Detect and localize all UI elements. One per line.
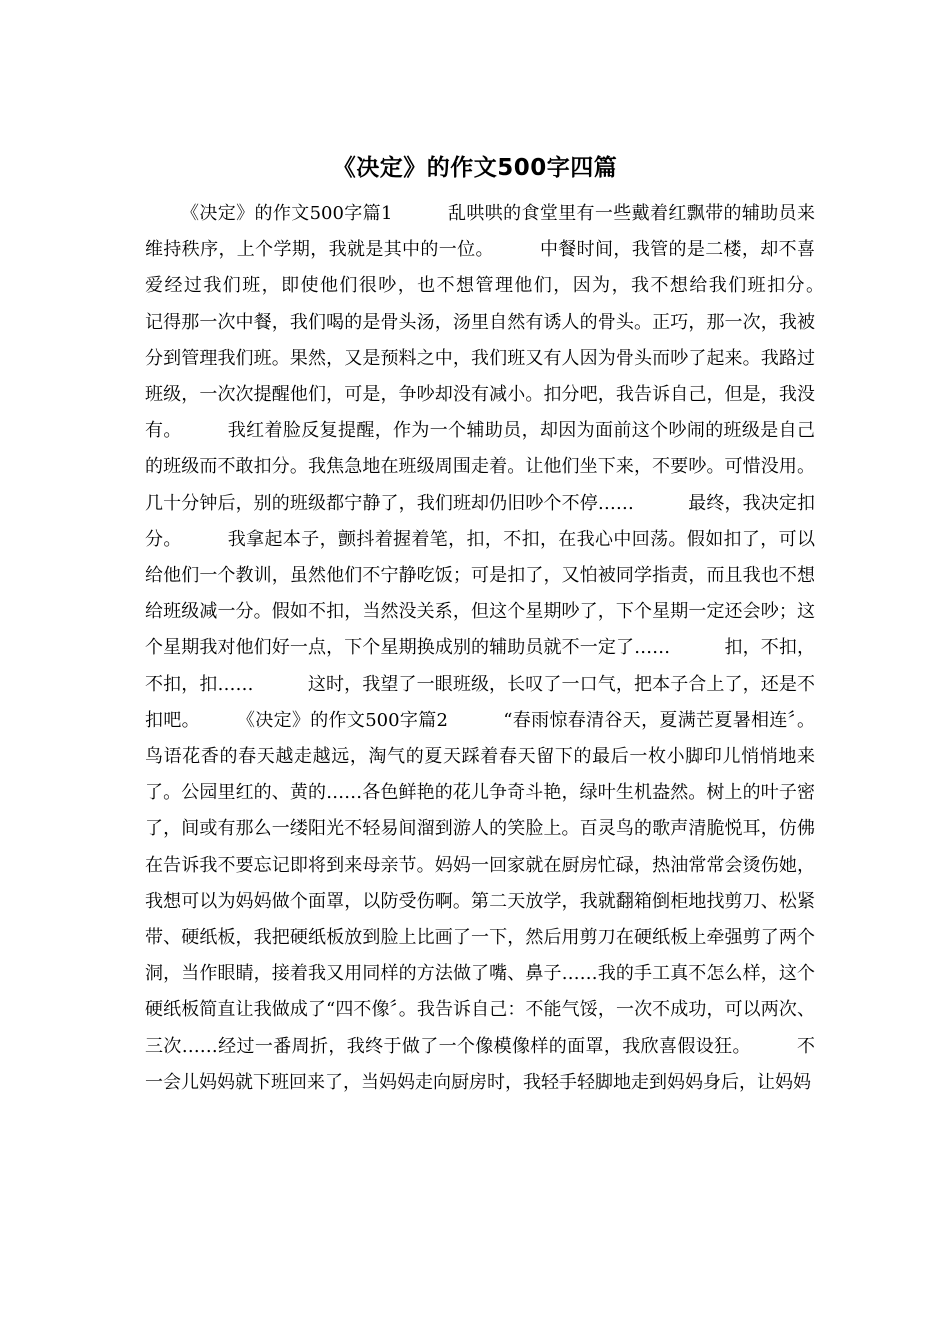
document-body: 《决定》的作文500字篇1 乱哄哄的食堂里有一些戴着红飘带的辅助员来维持秩序，上个学期，我就是其中的一位。 中餐时间，我管的是二楼，却不喜爱经过我们班，即使他们很吵，也不想管理他们，因为，我不想给我们班扣分。 记得那一次中餐，我们喝的是骨头汤，汤里自然有诱人的骨头。正巧，那一次，我被分到管理我们班。果然，又是预料之中，我们班又有人因为骨头而吵了起来。我路过班级，一次次提醒他们，可是，争吵却没有减小。扣分吧，我告诉自己，但是，我没有。 我红着脸反复提醒，作为一个辅助员，却因为面前这个吵闹的班级是自己的班级而不敢扣分。我焦急地在班级周围走着。让他们坐下来，不要吵。可惜没用。几十分钟后，别的班级都宁静了，我们班却仍旧吵个不停…… 最终，我决定扣分。 我拿起本子，颤抖着握着笔，扣，不扣，在我心中回荡。假如扣了，可以给他们一个教训，虽然他们不宁静吃饭；可是扣了，又怕被同学指责，而且我也不想给班级减一分。假如不扣，当然没关系，但这个星期吵了，下个星期一定还会吵；这个星期我对他们好一点，下个星期换成别的辅助员就不一定了…… 扣，不扣，不扣，扣…… 这时，我望了一眼班级，长叹了一口气，把本子合上了，还是不扣吧。 《决定》的作文500字篇2 “春雨惊春清谷天，夏满芒夏暑相连〞。鸟语花香的春天越走越远，淘气的夏天踩着春天留下的最后一枚小脚印儿悄悄地来了。公园里红的、黄的……各色鲜艳的花儿争奇斗艳，绿叶生机盎然。树上的叶子密了，间或有那么一缕阳光不轻易间溜到游人的笑脸上。百灵鸟的歌声清脆悦耳，仿佛在告诉我不要忘记即将到来母亲节。妈妈一回家就在厨房忙碌，热油常常会烫伤她，我想可以为妈妈做个面罩，以防受伤啊。第二天放学，我就翻箱倒柜地找剪刀、松紧带、硬纸板，我把硬纸板放到脸上比画了一下，然后用剪刀在硬纸板上牵强剪了两个洞，当作眼睛，接着我又用同样的方法做了嘴、鼻子……我的手工真不怎么样，这个硬纸板简直让我做成了“四不像〞。我告诉自己：不能气馁，一次不成功，可以两次、三次……经过一番周折，我终于做了一个像模像样的面罩，我欣喜假设狂。 不一会儿妈妈就下班回来了，当妈妈走向厨房时，我轻手轻脚地走到妈妈身后，让妈妈	[145, 203, 869, 1093]
document-title: 《决定》的作文500字四篇	[332, 155, 618, 181]
